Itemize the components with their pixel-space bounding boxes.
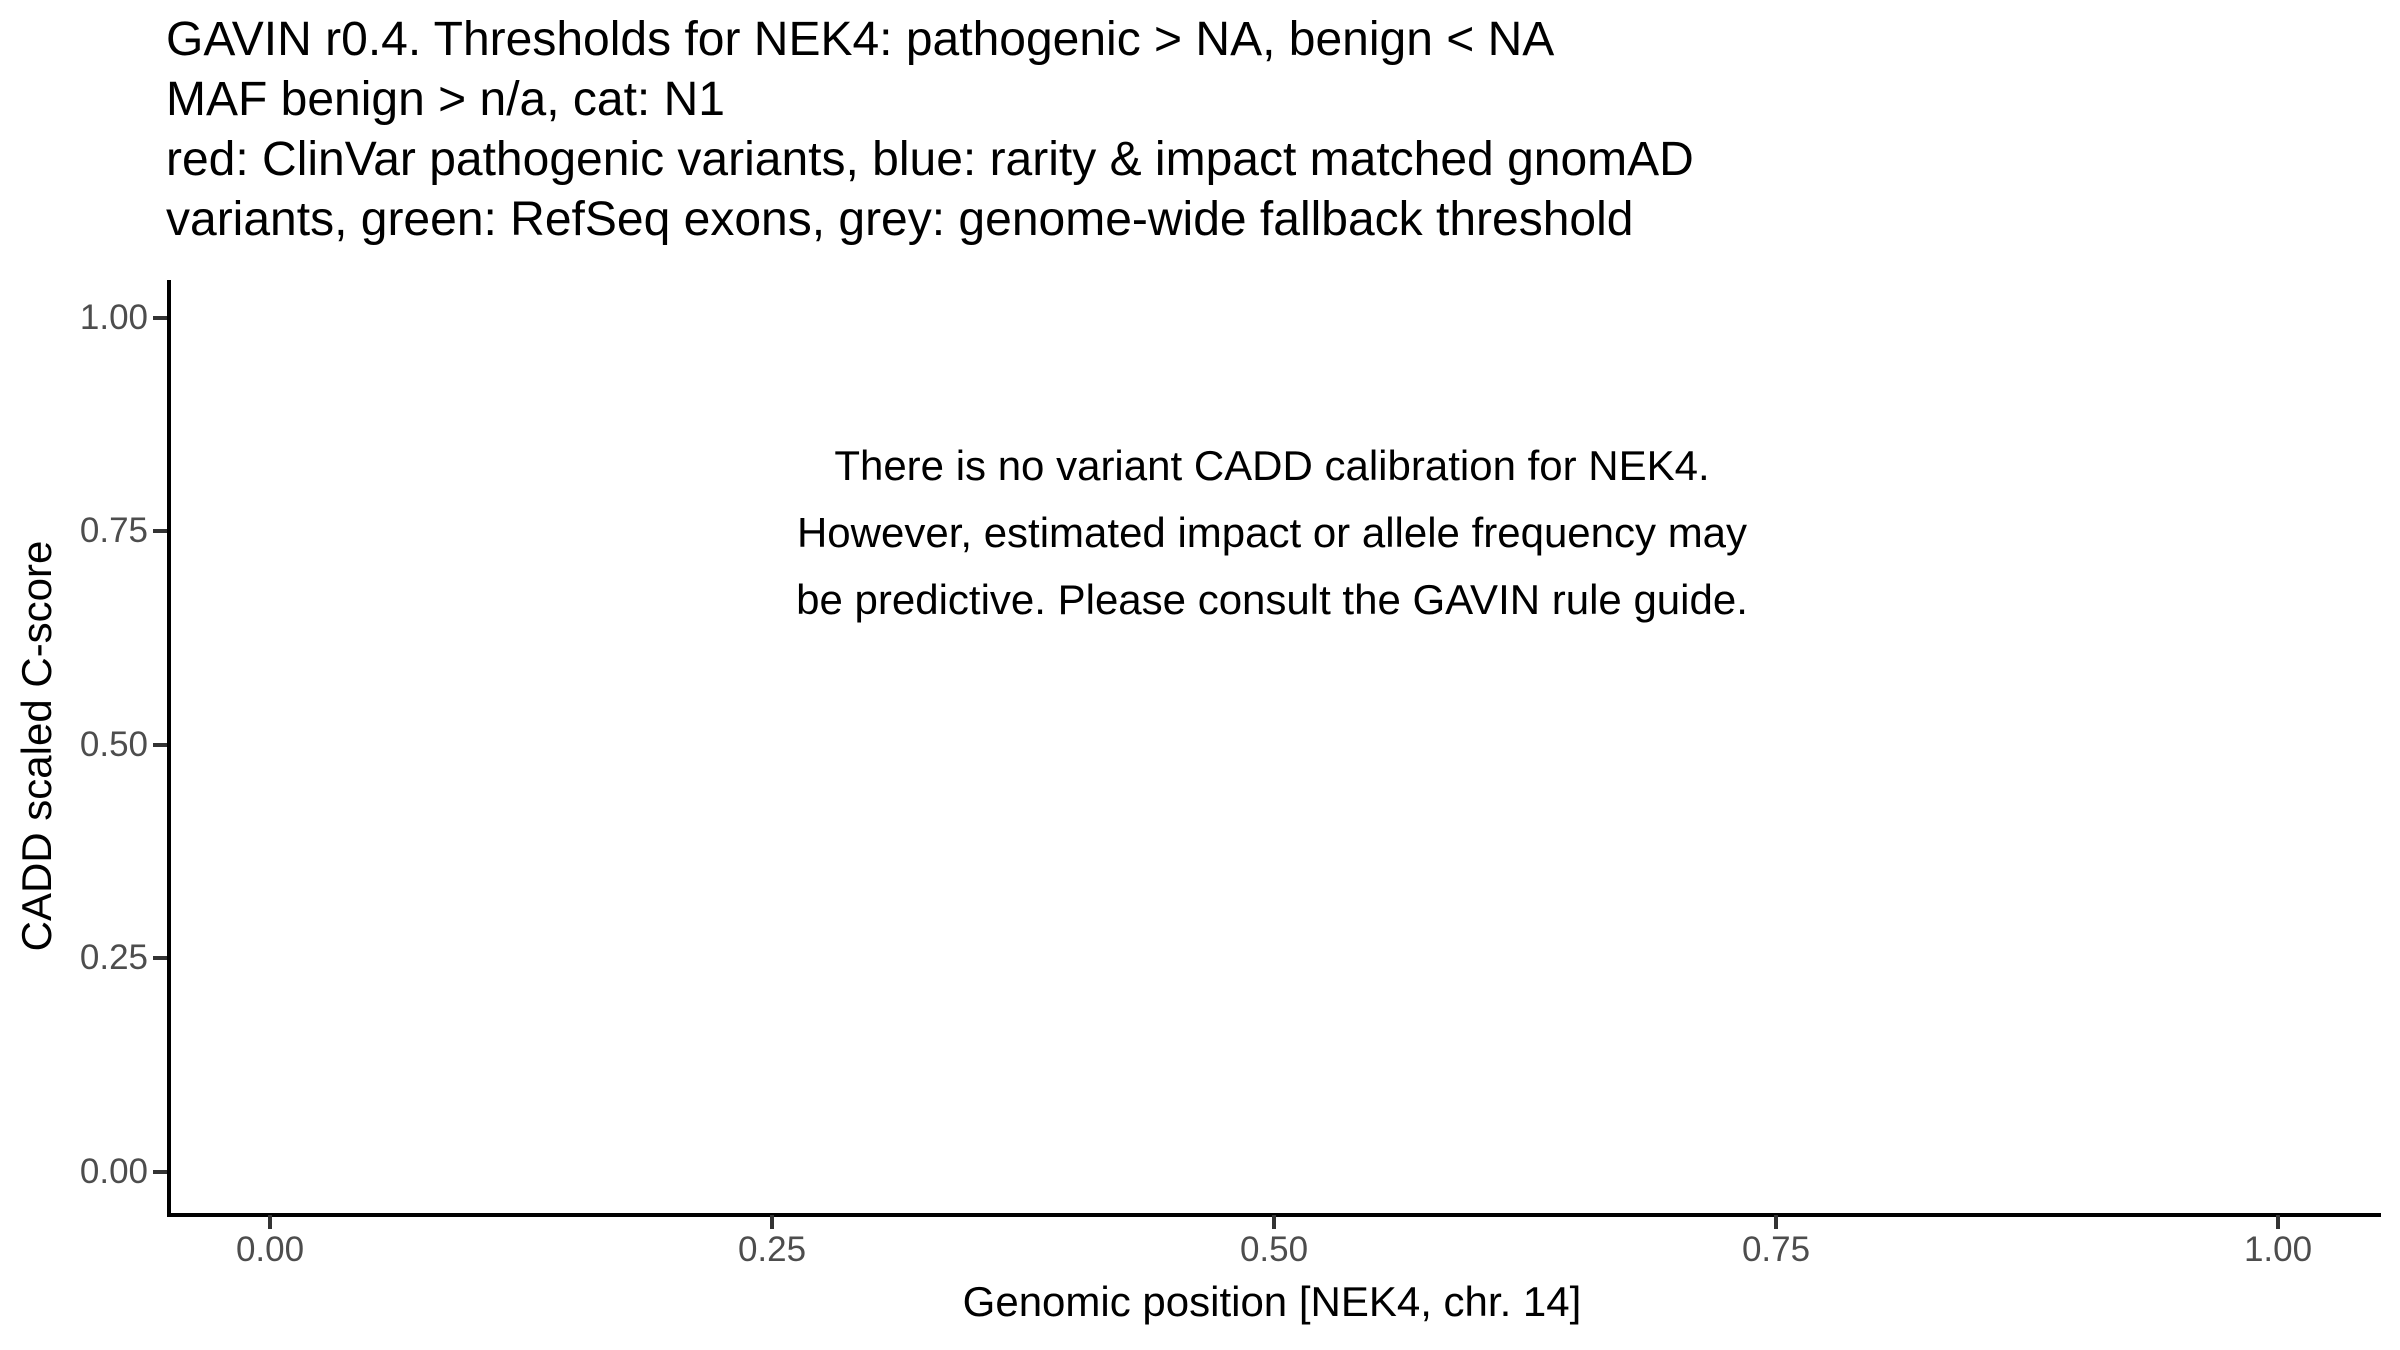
y-tick-mark bbox=[153, 529, 167, 533]
x-tick-label: 1.00 bbox=[2243, 1230, 2313, 1269]
plot-panel bbox=[167, 280, 2381, 1217]
x-tick-label: 0.75 bbox=[1741, 1230, 1811, 1269]
x-tick-mark bbox=[770, 1215, 774, 1229]
x-tick-mark bbox=[268, 1215, 272, 1229]
chart-title bbox=[166, 10, 1694, 250]
y-tick-mark bbox=[153, 743, 167, 747]
chart-title-line-2: MAF benign > n/a, cat: N1 bbox=[166, 73, 725, 126]
chart-title-line-1: GAVIN r0.4. Thresholds for NEK4: pathogenic > NA, benign < NA bbox=[166, 13, 1555, 66]
chart-title-line-3: red: ClinVar pathogenic variants, blue: rarity & impact matched gnomAD bbox=[166, 133, 1694, 186]
annotation-line-2: However, estimated impact or allele frequency may bbox=[796, 509, 1748, 556]
x-tick-label: 0.00 bbox=[235, 1230, 305, 1269]
y-tick-mark bbox=[153, 316, 167, 320]
chart-title-line-4: variants, green: RefSeq exons, grey: genome-wide fallback threshold bbox=[166, 193, 1634, 246]
y-tick-label: 0.75 bbox=[79, 511, 148, 550]
annotation-line-1: There is no variant CADD calibration for NEK4. bbox=[834, 442, 1710, 489]
y-tick-label: 0.00 bbox=[79, 1152, 148, 1191]
y-tick-label: 0.50 bbox=[79, 725, 148, 764]
y-tick-label: 1.00 bbox=[79, 298, 148, 337]
x-tick-mark bbox=[1272, 1215, 1276, 1229]
y-axis-title: CADD scaled C-score bbox=[13, 540, 60, 952]
no-calibration-annotation bbox=[167, 432, 2377, 633]
y-tick-mark bbox=[153, 1170, 167, 1174]
y-tick-mark bbox=[153, 956, 167, 960]
y-tick-label: 0.25 bbox=[79, 938, 148, 977]
x-axis-title: Genomic position [NEK4, chr. 14] bbox=[962, 1278, 1582, 1325]
x-tick-mark bbox=[2276, 1215, 2280, 1229]
annotation-line-3: be predictive. Please consult the GAVIN rule guide. bbox=[796, 576, 1748, 623]
x-tick-label: 0.25 bbox=[737, 1230, 807, 1269]
x-tick-label: 0.50 bbox=[1239, 1230, 1309, 1269]
x-tick-mark bbox=[1774, 1215, 1778, 1229]
